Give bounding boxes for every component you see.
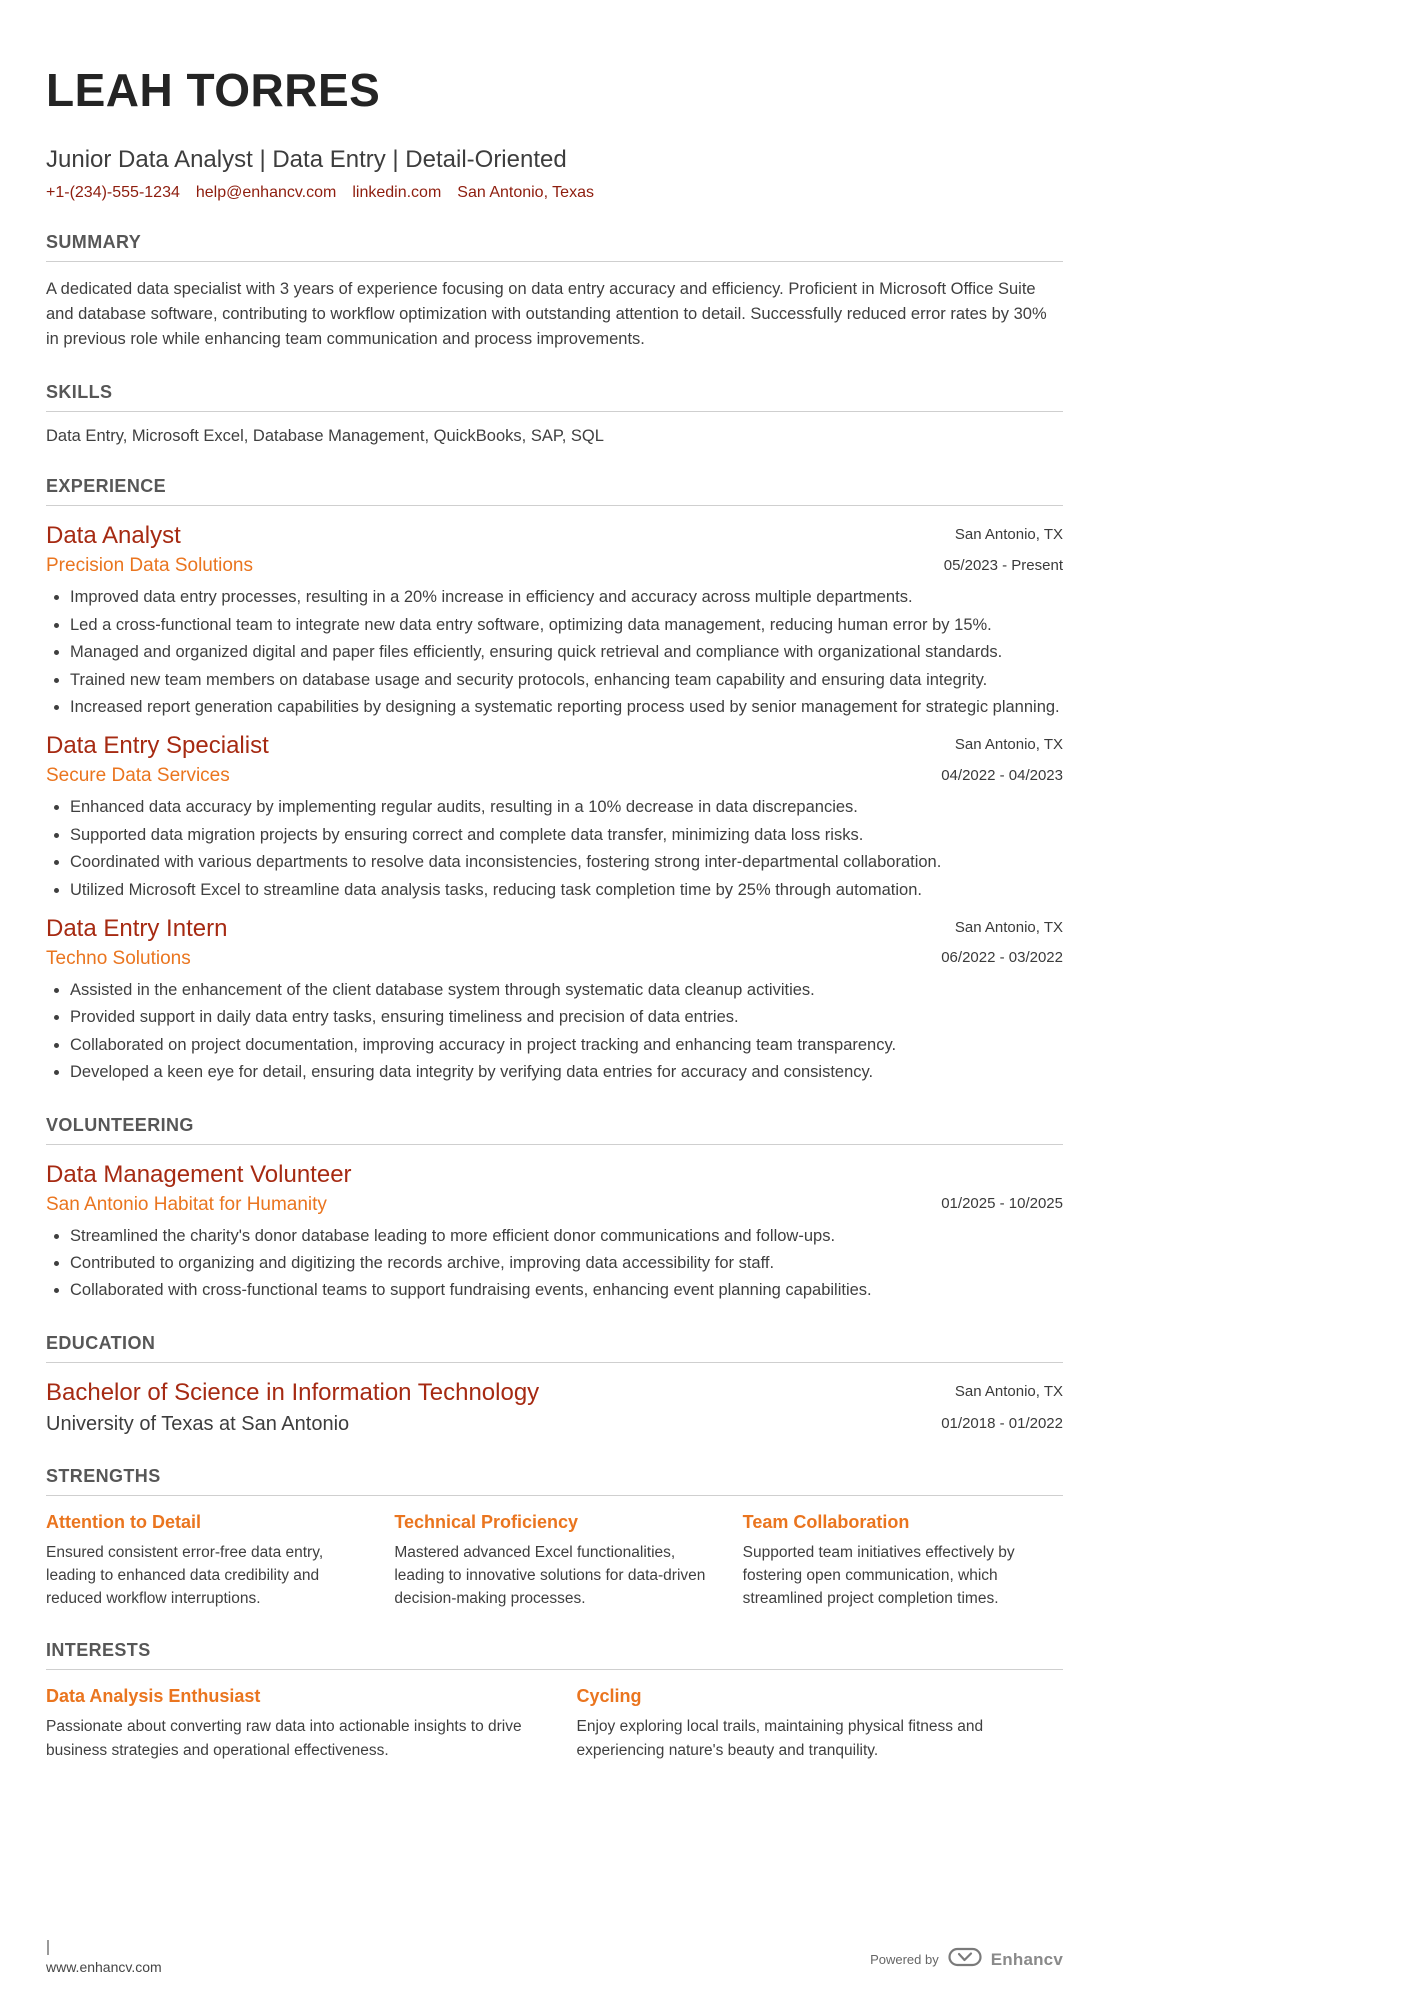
candidate-headline: Junior Data Analyst | Data Entry | Detail-Oriented: [46, 146, 567, 174]
bullet-item: • Led a cross-functional team to integrate new data entry software, optimizing data management, reducing human error by 15%.: [70, 613, 1063, 637]
strength-text: Ensured consistent error-free data entry, leading to enhanced data credibility and reduced workflow interruptions.: [46, 1543, 324, 1608]
job-title: Data Entry Intern: [46, 914, 228, 942]
entry-header: [46, 731, 1063, 787]
volunteer-bullets: [46, 1224, 1063, 1303]
volunteer-dates: 01/2025 - 10/2025: [941, 1195, 1063, 1213]
interests-heading: INTERESTS: [46, 1640, 1063, 1670]
bullet-item: • Contributed to organizing and digitizing the records archive, improving data accessibility for staff.: [70, 1251, 1063, 1275]
interest-card: [46, 1686, 533, 1762]
volunteer-title: Data Management Volunteer: [46, 1160, 352, 1188]
bullet-item: • Developed a keen eye for detail, ensuring data integrity by verifying data entries for accuracy and consistency.: [70, 1060, 1063, 1084]
company-name: Precision Data Solutions: [46, 555, 253, 577]
strengths-grid: [46, 1512, 1063, 1611]
location-text: San Antonio, Texas: [457, 184, 594, 202]
brand-wordmark[interactable]: Enhancv: [990, 1949, 1063, 1969]
bullet-item: • Managed and organized digital and paper files efficiently, ensuring quick retrieval and compliance with organizational standards.: [70, 640, 1063, 664]
strength-card: [743, 1512, 1063, 1611]
job-location: San Antonio, TX: [954, 526, 1063, 544]
experience-entry: [46, 914, 1063, 1085]
volunteering-section: [46, 1115, 1063, 1303]
education-location: San Antonio, TX: [954, 1382, 1063, 1400]
entry-header: [46, 914, 1063, 970]
resume-content: [46, 0, 1063, 1762]
bullet-item: • Increased report generation capabilities by designing a systematic reporting process used by senior management for strategic planning.: [70, 695, 1063, 719]
job-bullets: [46, 585, 1063, 719]
volunteering-heading: VOLUNTEERING: [46, 1115, 1063, 1145]
bullet-item: • Collaborated on project documentation, improving accuracy in project tracking and enhancing team transparency.: [70, 1033, 1063, 1057]
bullet-item: • Assisted in the enhancement of the client database system through systematic data cleanup activities.: [70, 978, 1063, 1002]
contact-row: [46, 184, 1063, 202]
interests-section: [46, 1640, 1063, 1762]
bullet-item: • Enhanced data accuracy by implementing regular audits, resulting in a 10% decrease in data discrepancies.: [70, 795, 1063, 819]
education-heading: EDUCATION: [46, 1333, 1063, 1363]
interest-title: Data Analysis Enthusiast: [46, 1686, 261, 1707]
entry-header: [46, 1378, 1063, 1436]
company-name: Secure Data Services: [46, 765, 230, 787]
education-section: [46, 1333, 1063, 1436]
strength-card: [46, 1512, 366, 1611]
interest-text: Enjoy exploring local trails, maintaining physical fitness and experiencing nature's beauty and tranquility.: [576, 1718, 984, 1759]
summary-heading: SUMMARY: [46, 232, 1063, 262]
experience-entry: [46, 521, 1063, 719]
interest-text: Passionate about converting raw data into actionable insights to drive business strategies and operational effectiveness.: [46, 1718, 522, 1759]
job-title: Data Entry Specialist: [46, 732, 269, 760]
skills-section: [46, 382, 1063, 446]
enhancv-logo-icon: [948, 1947, 982, 1972]
bullet-item: • Improved data entry processes, resulting in a 20% increase in efficiency and accuracy across multiple departments.: [70, 585, 1063, 609]
job-dates: 05/2023 - Present: [943, 556, 1063, 574]
email-link[interactable]: help@enhancv.com: [195, 184, 337, 202]
organization-name: San Antonio Habitat for Humanity: [46, 1193, 327, 1215]
entry-header: [46, 521, 1063, 577]
summary-section: [46, 232, 1063, 352]
website-link[interactable]: www.enhancv.com: [46, 1959, 162, 1975]
strength-title: Attention to Detail: [46, 1511, 201, 1532]
degree-title: Bachelor of Science in Information Technology: [46, 1378, 540, 1406]
strength-title: Team Collaboration: [742, 1511, 910, 1532]
job-location: San Antonio, TX: [954, 918, 1063, 936]
job-title: Data Analyst: [46, 522, 181, 550]
education-entry: [46, 1378, 1063, 1436]
bullet-item: • Supported data migration projects by ensuring correct and complete data transfer, minimizing data loss risks.: [70, 823, 1063, 847]
interest-title: Cycling: [576, 1686, 642, 1707]
job-bullets: [46, 978, 1063, 1085]
bullet-item: • Collaborated with cross-functional teams to support fundraising events, enhancing event planning capabilities.: [70, 1278, 1063, 1302]
interest-card: [577, 1686, 1064, 1762]
job-bullets: [46, 795, 1063, 902]
summary-text: A dedicated data specialist with 3 years of experience focusing on data entry accuracy and efficiency. Proficient in Microsoft Office Suite and database software, contributing to workflow optimization with outstanding attention to detail. Successfully reduced error rates by 30% in previous role while enhancing team communication and process improvements.: [46, 280, 1047, 349]
experience-section: [46, 476, 1063, 1084]
strength-title: Technical Proficiency: [394, 1511, 579, 1532]
strengths-heading: STRENGTHS: [46, 1466, 1063, 1496]
volunteering-entry: [46, 1160, 1063, 1303]
powered-by-label: Powered by: [870, 1952, 939, 1967]
job-location: San Antonio, TX: [954, 736, 1063, 754]
bullet-item: • Streamlined the charity's donor database leading to more efficient donor communications and follow-ups.: [70, 1224, 1063, 1248]
experience-heading: EXPERIENCE: [46, 476, 1063, 506]
school-name: University of Texas at San Antonio: [46, 1412, 350, 1435]
linkedin-link[interactable]: linkedin.com: [352, 184, 442, 202]
bullet-item: • Utilized Microsoft Excel to streamline data analysis tasks, reducing task completion time by 25% through automation.: [70, 878, 1063, 902]
education-dates: 01/2018 - 01/2022: [941, 1415, 1063, 1433]
powered-by: [870, 1947, 1063, 1972]
experience-entry: [46, 731, 1063, 902]
strength-text: Supported team initiatives effectively by fostering open communication, which streamlined project completion times.: [742, 1543, 1015, 1608]
strengths-section: [46, 1466, 1063, 1611]
phone-number: +1-(234)-555-1234: [46, 184, 180, 202]
strength-card: [394, 1512, 714, 1611]
job-dates: 04/2022 - 04/2023: [941, 766, 1063, 784]
job-dates: 06/2022 - 03/2022: [941, 949, 1063, 967]
interests-grid: [46, 1686, 1063, 1762]
candidate-name: LEAH TORRES: [46, 63, 381, 116]
bullet-item: • Trained new team members on database usage and security protocols, enhancing team capability and ensuring data integrity.: [70, 668, 1063, 692]
skills-heading: SKILLS: [46, 382, 1063, 412]
skills-list: Data Entry, Microsoft Excel, Database Management, QuickBooks, SAP, SQL: [46, 427, 604, 446]
resume-header: [46, 65, 1063, 202]
strength-text: Mastered advanced Excel functionalities, leading to innovative solutions for data-driven decision-making processes.: [394, 1543, 706, 1608]
entry-header: [46, 1160, 1063, 1216]
bullet-item: • Provided support in daily data entry tasks, ensuring timeliness and precision of data entries.: [70, 1005, 1063, 1029]
page-edge-marker: [47, 1940, 49, 1955]
company-name: Techno Solutions: [46, 947, 191, 969]
bullet-item: • Coordinated with various departments to resolve data inconsistencies, fostering strong inter-departmental collaboration.: [70, 850, 1063, 874]
page-footer: [46, 1940, 1063, 1975]
